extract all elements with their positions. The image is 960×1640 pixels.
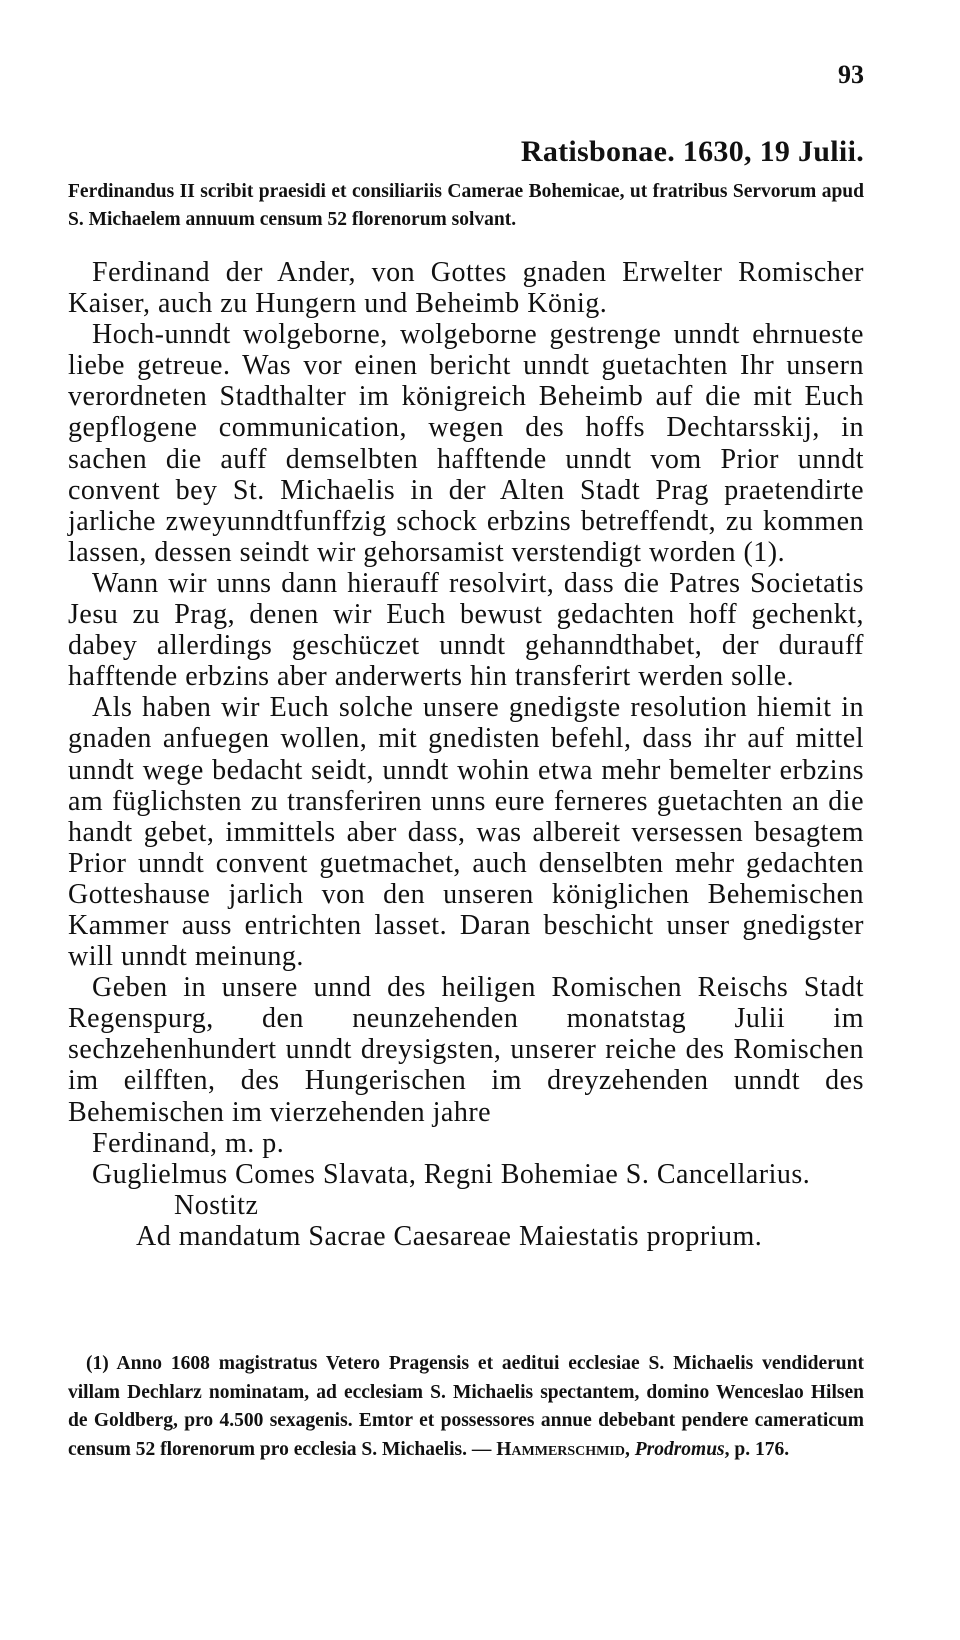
footnote-author: Hammerschmid — [496, 1438, 625, 1460]
signature-emperor: Ferdinand, m. p. — [92, 1127, 285, 1159]
signature-chancellor: Guglielmus Comes Slavata, Regni Bohemiae S. Cancellarius. — [92, 1158, 811, 1190]
document-body — [68, 257, 864, 1252]
footnote-work-title: Prodromus — [634, 1438, 725, 1460]
page-number: 93 — [838, 60, 864, 89]
footnote-text: (1) Anno 1608 magistratus Vetero Pragensis et aeditui ecclesiae S. Michaelis vendiderunt villam Dechlarz nominatam, ad ecclesiam S. Michaelis spectantem, domino Wenceslao Hilsen de Goldberg, pro 4.500 sexagenis. Emtor et possessores annue debebant pendere cameraticum censum 52 florenorum pro ecclesia S. Michaelis. — — [68, 1353, 864, 1460]
paragraph-resolution: Wann wir unns dann hierauff resolvirt, dass die Patres Societatis Jesu zu Prag, denen wir Euch bewust gedachten hoff gechenkt, dabey allerdings geschüczet unndt gehanndthabet, der durauff hafftende erbzins aber anderwerts hin transferirt werden solle. — [68, 567, 864, 693]
document-page — [68, 0, 864, 1640]
paragraph-command: Als haben wir Euch solche unsere gnedigste resolution hiemit in gnaden anfuegen wollen, mit gnedisten befehl, dass ihr auf mittel unndt wege bedacht seidt, unndt wohin etwa mehr bemelter erbzins am füglichsten zu transferiren unns eure ferneres guetachten an die handt gebet, immittels aber dass, was albereit versessen besagtem Prior unndt convent guetmachet, auch denselbten mehr gedachten Gotteshause jarlich von den unseren königlichen Behemischen Kammer auss entrichten lasset. Daran beschicht unser gnedigster will unndt meinung. — [68, 692, 864, 973]
paragraph-dating: Geben in unsere unnd des heiligen Romischen Reischs Stadt Regenspurg, den neunzehenden monatstag Julii im sechzehenhundert unndt dreysigsten, unserer reiche des Romischen im eilfften, des Hungerischen im dreyzehenden unndt des Behemischen im vierzehenden jahre — [68, 972, 864, 1128]
signature-nostitz: Nostitz — [174, 1189, 259, 1221]
footnote-separator: , — [624, 1438, 635, 1460]
footnote-page-ref: , p. 176. — [724, 1438, 790, 1460]
document-summary: Ferdinandus II scribit praesidi et consiliariis Camerae Bohemicae, ut fratribus Servorum apud S. Michaelem annuum censum 52 florenorum solvant. — [68, 181, 864, 230]
paragraph-report: Hoch-unndt wolgeborne, wolgeborne gestrenge unndt ehrnueste liebe getreue. Was vor einen bericht unndt guetachten Ihr unsern verordneten Stadthalter im königreich Beheimb auf die mit Euch gepflogene communication, wegen des hoffs Dechtarsskij, in sachen die auff demselbten hafftende unndt vom Prior unndt convent bey St. Michaelis in der Alten Stadt Prag praetendirte jarliche zweyunndtfunffzig schock erbzins betreffendt, zu kommen lassen, dessen seindt wir gehorsamist verstendigt worden (1). — [68, 319, 864, 568]
footnote — [68, 1350, 864, 1464]
dateline: Ratisbonae. 1630, 19 Julii. — [520, 135, 864, 168]
signature-mandate: Ad mandatum Sacrae Caesareae Maiestatis proprium. — [136, 1220, 763, 1252]
paragraph-salutation: Ferdinand der Ander, von Gottes gnaden Erwelter Romischer Kaiser, auch zu Hungern und Beheimb König. — [68, 257, 864, 320]
